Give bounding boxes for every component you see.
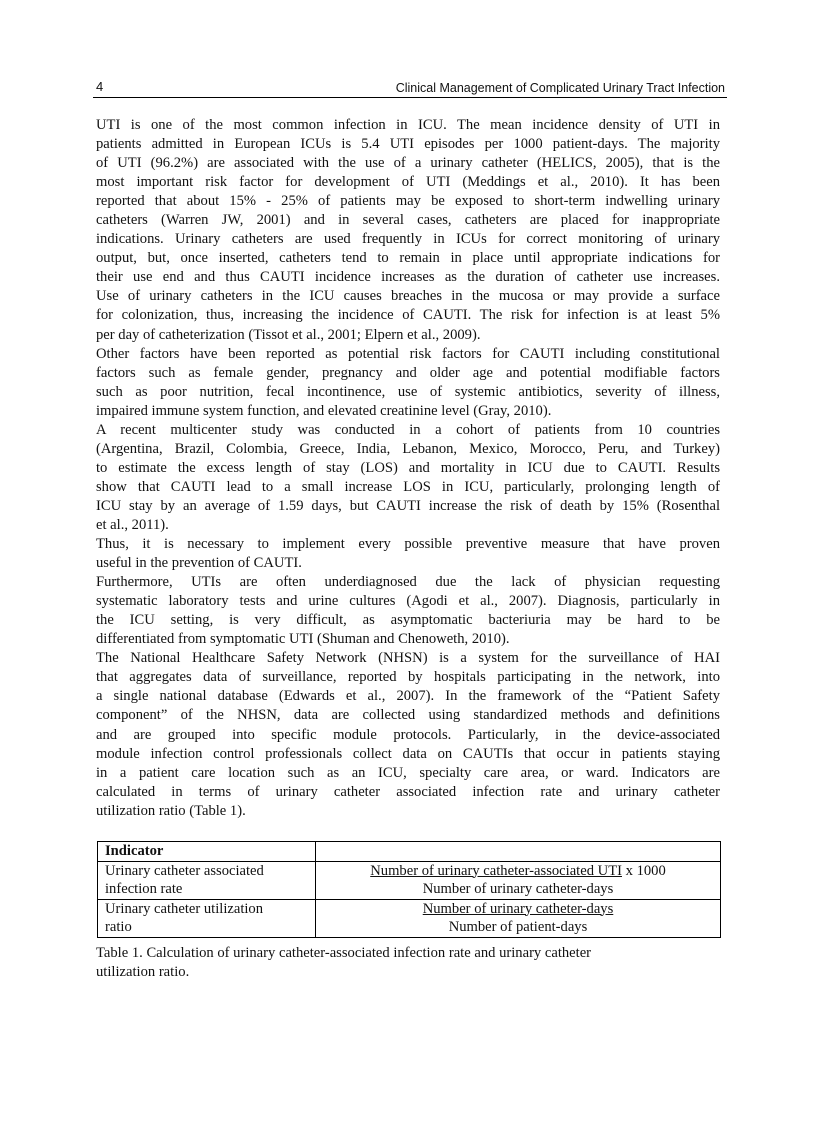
table-header-label: Indicator xyxy=(105,843,164,859)
paragraph xyxy=(96,535,720,573)
text-line: that aggregates data of surveillance, reported by hospitals participating in the network, into xyxy=(96,669,720,686)
indicator-label: Urinary catheter utilization xyxy=(105,900,264,917)
text-line: catheters (Warren JW, 2001) and in several cases, catheters are placed for inappropriate xyxy=(96,212,720,229)
text-line: differentiated from symptomatic UTI (Shuman and Chenoweth, 2010). xyxy=(96,631,510,648)
body-text xyxy=(96,116,720,821)
text-line: to estimate the excess length of stay (LOS) and mortality in ICU due to CAUTI. Results xyxy=(96,459,720,476)
indicator-label: infection rate xyxy=(105,881,183,897)
text-line: calculated in terms of urinary catheter associated infection rate and urinary catheter xyxy=(96,783,720,800)
text-line: for colonization, thus, increasing the incidence of CAUTI. The risk for infection is at least 5% xyxy=(96,307,720,324)
formula-denominator: Number of patient-days xyxy=(448,919,588,935)
indicator-label: ratio xyxy=(105,919,132,935)
indicator-table xyxy=(97,841,721,938)
text-line: component” of the NHSN, data are collected using standardized methods and definitions xyxy=(96,707,720,724)
text-line: Furthermore, UTIs are often underdiagnosed due the lack of physician requesting xyxy=(96,574,720,591)
text-line: ICU stay by an average of 1.59 days, but CAUTI increase the risk of death by 15% (Rosenthal xyxy=(96,497,720,514)
table-header-empty-cell xyxy=(316,842,721,862)
text-line: show that CAUTI lead to a small increase LOS in ICU, particularly, prolonging length of xyxy=(96,478,720,495)
text-line: of UTI (96.2%) are associated with the use of a urinary catheter (HELICS, 2005), that is the xyxy=(96,155,720,172)
table-row xyxy=(98,899,721,937)
text-line: reported that about 15% - 25% of patients may be exposed to short-term indwelling urinary xyxy=(96,193,720,210)
text-line: a single national database (Edwards et al., 2007). In the framework of the “Patient Safety xyxy=(96,688,720,705)
text-line: useful in the prevention of CAUTI. xyxy=(96,555,302,572)
table-row xyxy=(98,861,721,899)
page-number: 4 xyxy=(96,79,104,94)
text-line: (Argentina, Brazil, Colombia, Greece, India, Lebanon, Mexico, Morocco, Peru, and Turkey) xyxy=(96,440,720,457)
text-line: factors such as female gender, pregnancy and older age and potential modifiable factors xyxy=(96,364,720,381)
header-rule xyxy=(93,97,727,98)
running-title: Clinical Management of Complicated Urinary Tract Infection xyxy=(395,81,725,95)
text-line: such as poor nutrition, fecal incontinence, use of systemic antibiotics, severity of illness, xyxy=(96,383,720,400)
text-line: impaired immune system function, and elevated creatinine level (Gray, 2010). xyxy=(96,402,552,419)
formula-denominator: Number of urinary catheter-days xyxy=(422,881,614,897)
paragraph xyxy=(96,649,720,820)
paragraph xyxy=(96,116,720,345)
text-line: Use of urinary catheters in the ICU causes breaches in the mucosa or may provide a surface xyxy=(96,288,720,305)
text-line: systematic laboratory tests and urine cultures (Agodi et al., 2007). Diagnosis, particularly in xyxy=(96,593,720,610)
paragraph xyxy=(96,421,720,535)
indicator-name xyxy=(98,899,316,937)
text-line: most important risk factor for development of UTI (Meddings et al., 2010). It has been xyxy=(96,174,720,191)
text-line: indications. Urinary catheters are used frequently in ICUs for correct monitoring of urinary xyxy=(96,231,720,248)
text-line: Other factors have been reported as potential risk factors for CAUTI including constitutional xyxy=(96,345,720,362)
table-header-cell xyxy=(98,842,316,862)
text-line: the ICU setting, is very difficult, as asymptomatic bacteriuria may be hard to be xyxy=(96,612,720,629)
text-line: patients admitted in European ICUs is 5.4 UTI episodes per 1000 patient-days. The majority xyxy=(96,136,720,153)
text-line: per day of catheterization (Tissot et al., 2001; Elpern et al., 2009). xyxy=(96,326,481,343)
table-caption xyxy=(96,944,696,981)
paragraph xyxy=(96,345,720,421)
indicator-name xyxy=(98,861,316,899)
formula xyxy=(316,861,721,899)
formula-multiplier: x 1000 xyxy=(621,862,666,879)
indicator-label: Urinary catheter associated xyxy=(105,862,264,879)
caption-line: utilization ratio. xyxy=(96,963,190,980)
text-line: and are grouped into specific module protocols. Particularly, in the device-associated xyxy=(96,726,720,743)
text-line: et al., 2011). xyxy=(96,516,169,533)
table-header-row xyxy=(98,842,721,862)
paragraph xyxy=(96,573,720,649)
formula xyxy=(316,899,721,937)
text-line: their use end and thus CAUTI incidence increases as the duration of catheter use increases. xyxy=(96,269,720,286)
formula-numerator: Number of urinary catheter-associated UTI xyxy=(370,862,622,879)
text-line: Thus, it is necessary to implement every possible preventive measure that have proven xyxy=(96,536,720,553)
formula-numerator: Number of urinary catheter-days xyxy=(422,900,614,917)
text-line: module infection control professionals collect data on CAUTIs that occur in patients staying xyxy=(96,745,720,762)
text-line: output, but, once inserted, catheters tend to remain in place until appropriate indications for xyxy=(96,250,720,267)
text-line: The National Healthcare Safety Network (NHSN) is a system for the surveillance of HAI xyxy=(96,650,720,667)
caption-line: Table 1. Calculation of urinary catheter-associated infection rate and urinary catheter xyxy=(96,945,592,961)
text-line: in a patient care location such as an ICU, specialty care area, or ward. Indicators are xyxy=(96,764,720,781)
text-line: utilization ratio (Table 1). xyxy=(96,802,246,819)
text-line: UTI is one of the most common infection in ICU. The mean incidence density of UTI in xyxy=(96,117,720,133)
text-line: A recent multicenter study was conducted in a cohort of patients from 10 countries xyxy=(96,421,720,438)
